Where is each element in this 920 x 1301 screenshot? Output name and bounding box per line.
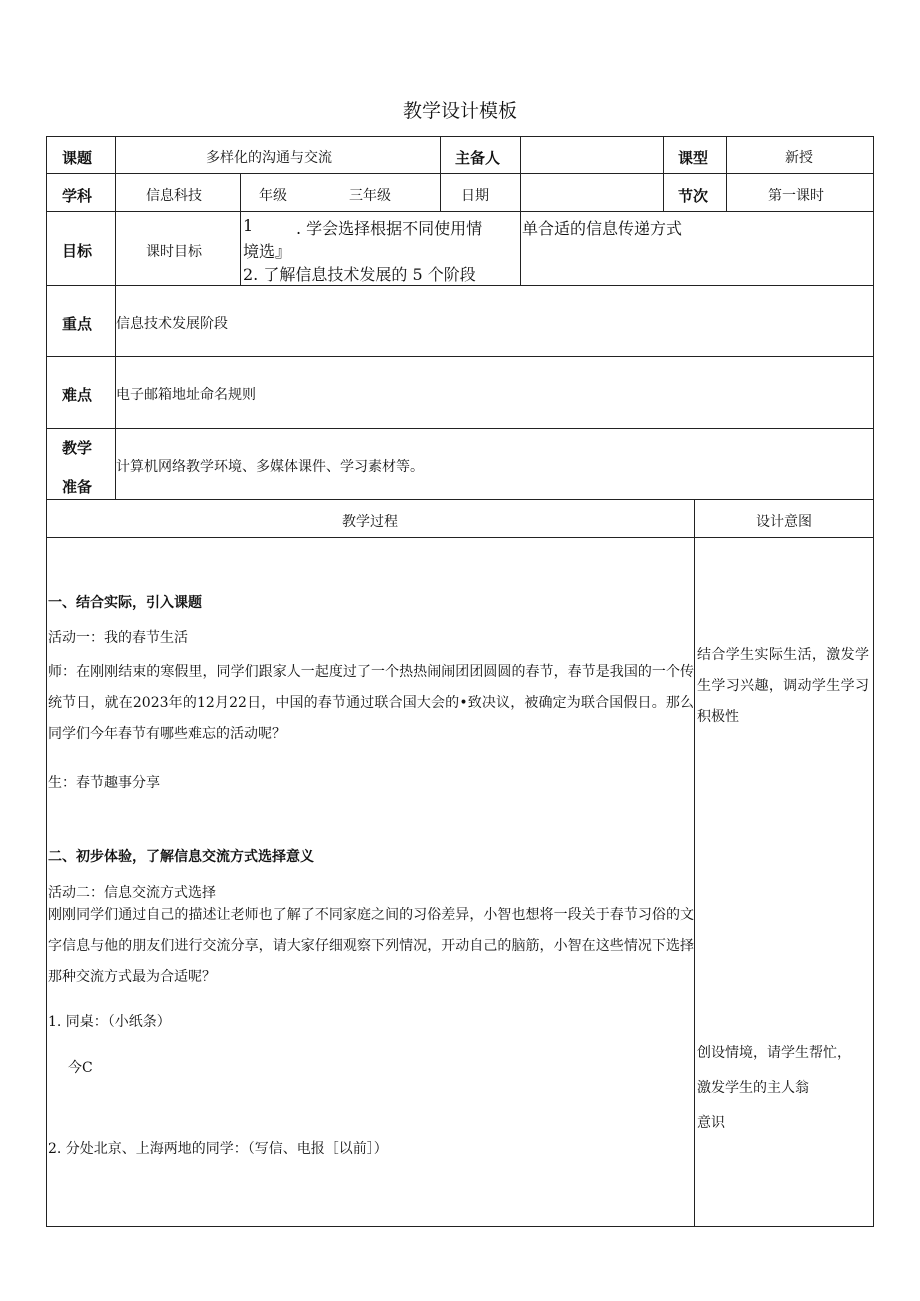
subject-label: 学科 — [62, 187, 93, 205]
goal-2-text: 2. 了解信息技术发展的 5 个阶段 — [243, 265, 476, 284]
date-label: 日期 — [461, 188, 489, 204]
item-2: 2. 分处北京、上海两地的同学：（写信、电报［以前］） — [48, 1141, 388, 1157]
prep-value: 计算机网络教学环境、多媒体课件、学习素材等。 — [116, 459, 424, 475]
prep-label-line2: 准备 — [62, 478, 93, 496]
keypoint-label: 重点 — [62, 315, 93, 333]
prep-label-line1: 教学 — [62, 439, 93, 457]
section-2-title: 二、初步体验，了解信息交流方式选择意义 — [48, 849, 314, 865]
grade-value: 三年级 — [349, 188, 391, 204]
activity-2: 活动二：信息交流方式选择 — [48, 885, 216, 901]
goal-1-continued: 境选』 — [243, 242, 292, 261]
item-1: 1. 同桌：（小纸条） — [48, 1014, 171, 1030]
difficulty-label: 难点 — [62, 386, 93, 404]
intent-2-line1: 创设情境，请学生帮忙， — [697, 1045, 851, 1061]
process-header: 教学过程 — [342, 514, 398, 530]
topic-value: 多样化的沟通与交流 — [206, 150, 332, 166]
intro-paragraph: 刚刚同学们通过自己的描述让老师也了解了不同家庭之间的习俗差异，小智也想将一段关于春节习俗的文字信息与他的朋友们进行交流分享，请大家仔细观察下列情况，开动自己的脑筋，小智在这些情况下选择那种交流方式最为合适呢？ — [48, 907, 694, 985]
item-1-sub: 今C — [68, 1060, 93, 1076]
page-title: 教学设计模板 — [402, 100, 517, 122]
intent-1: 结合学生实际生活，激发学生学习兴趣，调动学生学习积极性 — [697, 647, 869, 725]
intent-2-line3: 意识 — [697, 1115, 725, 1131]
goal-1-tail: 单合适的信息传递方式 — [522, 219, 683, 238]
difficulty-value: 电子邮箱地址命名规则 — [116, 387, 256, 403]
teacher-paragraph: 师：在刚刚结束的寒假里，同学们跟家人一起度过了一个热热闹闹团团圆圆的春节，春节是我国的一个传统节日，就在2023年的12月22日，中国的春节通过联合国大会的•致决议，被确定为联合国假日。那么同学们今年春节有哪些难忘的活动呢？ — [48, 664, 694, 742]
author-value-cell — [520, 136, 664, 174]
goals-label: 目标 — [62, 242, 93, 260]
topic-label: 课题 — [62, 149, 93, 167]
intent-2-line2: 激发学生的主人翁 — [697, 1080, 809, 1096]
intent-header: 设计意图 — [756, 514, 812, 530]
type-label: 课型 — [678, 149, 709, 167]
type-value: 新授 — [785, 150, 813, 166]
goal-1-number: 1 — [243, 216, 254, 235]
section-1-title: 一、结合实际，引入课题 — [48, 595, 202, 611]
grade-label: 年级 — [259, 188, 287, 204]
period-value: 第一课时 — [768, 188, 824, 204]
keypoint-value: 信息技术发展阶段 — [116, 316, 228, 332]
subject-value: 信息科技 — [146, 188, 202, 204]
goal-1-text: . 学会选择根据不同使用情 — [296, 219, 483, 238]
period-label: 节次 — [678, 187, 709, 205]
goals-sublabel: 课时目标 — [146, 244, 202, 260]
date-value-cell — [520, 173, 664, 212]
author-label: 主备人 — [455, 149, 501, 167]
keypoint-value-cell — [115, 285, 874, 357]
activity-1: 活动一：我的春节生活 — [48, 630, 188, 646]
student-response: 生：春节趣事分享 — [48, 775, 160, 791]
